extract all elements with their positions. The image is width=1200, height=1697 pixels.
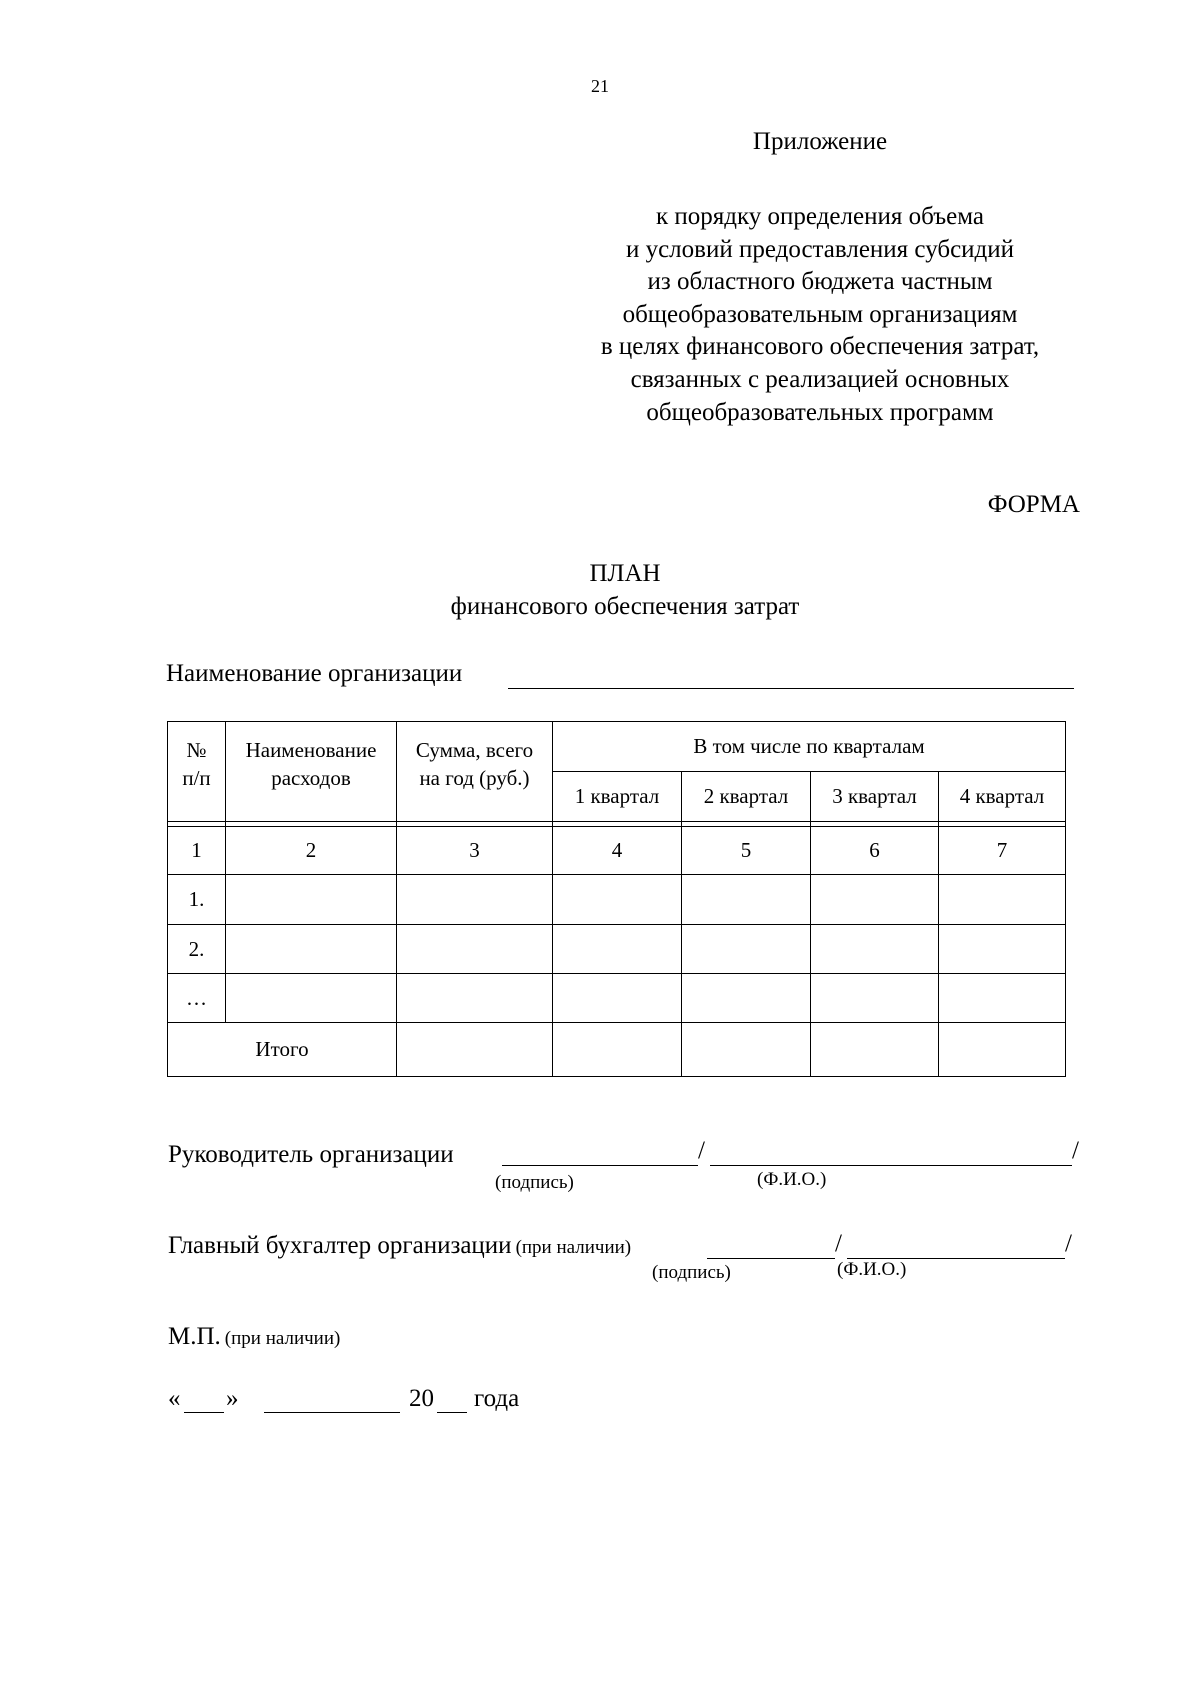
header-annual-total [397,722,553,822]
header-expense-name-line: расходов [271,766,351,790]
seal-note: (при наличии) [224,1328,341,1349]
appendix-description [520,201,1120,429]
accountant-label-row [168,1232,631,1260]
table-cell[interactable] [553,875,682,925]
header-quarters-group: В том числе по кварталам [553,722,1066,772]
table-cell[interactable] [939,875,1066,925]
table-cell[interactable] [226,974,397,1023]
table-cell[interactable] [939,925,1066,974]
row-number: 1. [168,875,226,925]
head-name-caption: (Ф.И.О.) [757,1169,827,1190]
head-name-field[interactable] [710,1143,1072,1166]
page-number: 21 [591,76,609,96]
total-row [168,1023,1066,1077]
total-label: Итого [168,1023,397,1077]
seal-label: М.П. [168,1323,221,1350]
appendix-line: в целях финансового обеспечения затрат, [600,333,1040,361]
table-cell[interactable] [811,925,939,974]
head-label: Руководитель организации [168,1141,454,1168]
header-quarter-4: 4 квартал [939,772,1066,822]
separator-slash: / [1065,1230,1072,1257]
table-cell[interactable] [397,875,553,925]
table-cell[interactable] [682,925,811,974]
table-row [168,974,1066,1023]
column-number: 2 [226,827,397,875]
column-number: 7 [939,827,1066,875]
date-open-quote: « [168,1385,181,1412]
organization-label: Наименование организации [166,660,463,687]
appendix-line: общеобразовательным организациям [622,300,1018,328]
header-number-line: № [186,738,207,762]
table-cell[interactable] [811,1023,939,1077]
accountant-label: Главный бухгалтер организации [168,1232,512,1259]
table-cell[interactable] [939,1023,1066,1077]
column-number: 6 [811,827,939,875]
date-close-quote: » [226,1385,239,1412]
date-month-field[interactable] [264,1390,400,1413]
header-quarter-2: 2 квартал [682,772,811,822]
header-expense-name-line: Наименование [245,738,377,762]
table-cell[interactable] [553,974,682,1023]
column-number: 4 [553,827,682,875]
date-year-suffix: года [474,1385,520,1412]
column-number: 5 [682,827,811,875]
table-cell[interactable] [939,974,1066,1023]
table-cell[interactable] [397,925,553,974]
header-quarter-1: 1 квартал [553,772,682,822]
header-quarter-3: 3 квартал [811,772,939,822]
table-cell[interactable] [553,925,682,974]
table-row [168,925,1066,974]
head-sign-caption: (подпись) [495,1172,574,1193]
financial-plan-table [167,721,1066,1077]
table-cell[interactable] [682,974,811,1023]
separator-slash: / [835,1230,842,1257]
column-number-row [168,827,1066,875]
row-number: … [168,974,226,1023]
column-number: 3 [397,827,553,875]
column-number: 1 [168,827,226,875]
accountant-name-field[interactable] [847,1236,1065,1259]
accountant-sign-caption: (подпись) [652,1262,731,1283]
header-annual-total-line: Сумма, всего [415,738,534,762]
organization-name-field[interactable] [508,666,1074,689]
table-cell[interactable] [682,875,811,925]
appendix-line: общеобразовательных программ [646,398,994,426]
table-cell[interactable] [226,925,397,974]
table-cell[interactable] [682,1023,811,1077]
appendix-line: связанных с реализацией основных [630,365,1010,393]
plan-title: ПЛАН [589,560,661,587]
table-row [168,875,1066,925]
head-signature-field[interactable] [502,1143,698,1166]
table-cell[interactable] [397,1023,553,1077]
date-year-field[interactable] [437,1390,467,1413]
header-expense-name [226,722,397,822]
appendix-line: к порядку определения объема [656,203,984,230]
header-annual-total-line: на год (руб.) [419,766,530,790]
form-label: ФОРМА [987,491,1080,518]
plan-subtitle: финансового обеспечения затрат [450,593,800,620]
table-cell[interactable] [553,1023,682,1077]
table-cell[interactable] [226,875,397,925]
header-number-line: п/п [182,766,211,790]
date-day-field[interactable] [184,1390,224,1413]
separator-slash: / [1072,1137,1079,1164]
table-cell[interactable] [811,974,939,1023]
row-number: 2. [168,925,226,974]
table-cell[interactable] [811,875,939,925]
appendix-title: Приложение [752,128,888,155]
seal-row [168,1323,340,1351]
date-year-prefix: 20 [409,1385,434,1412]
table-cell[interactable] [397,974,553,1023]
accountant-name-caption: (Ф.И.О.) [837,1259,907,1280]
separator-slash: / [698,1137,705,1164]
appendix-line: из областного бюджета частным [647,268,993,296]
header-number [168,722,226,822]
accountant-signature-field[interactable] [707,1236,835,1259]
accountant-note: (при наличии) [515,1237,632,1258]
appendix-line: и условий предоставления субсидий [625,235,1015,263]
